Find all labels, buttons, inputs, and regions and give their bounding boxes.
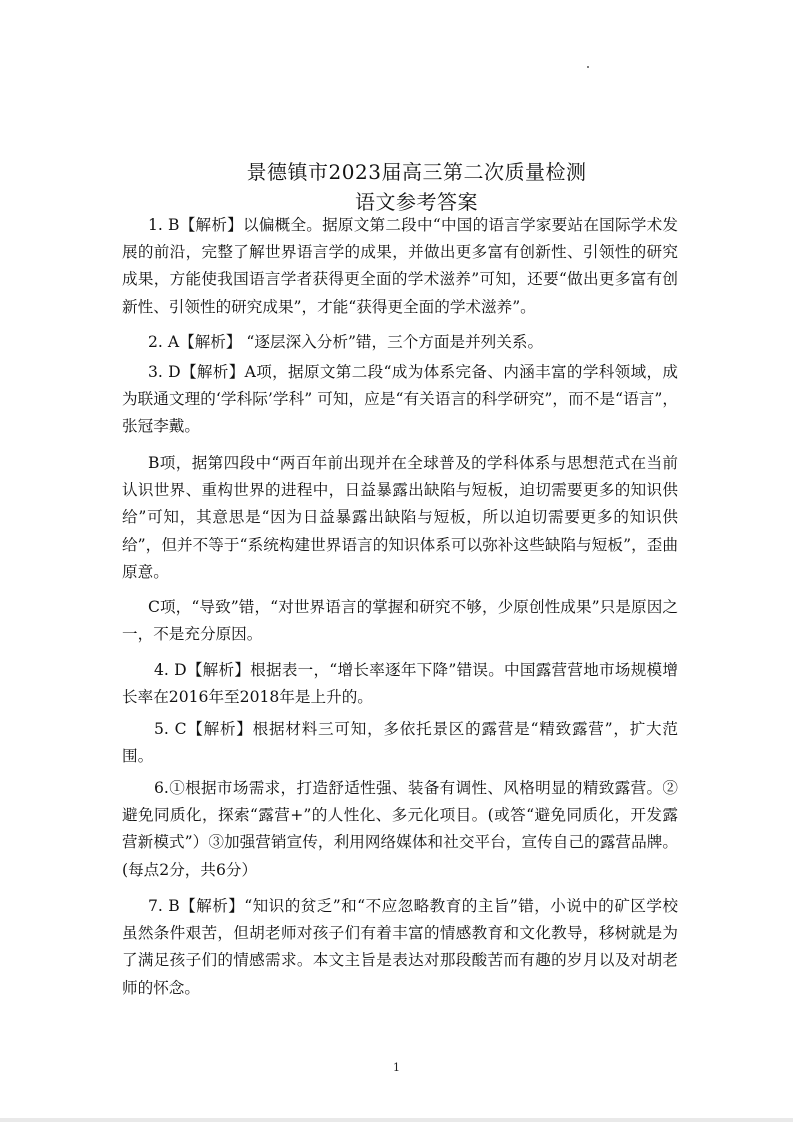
page-subtitle: 语文参考答案: [355, 190, 478, 214]
answer-q3-a: 3. D【解析】A项，据原文第二段“成为体系完备、内涵丰富的学科领域，成为联通文理的‘学科际’学科” 可知，应是“有关语言的科学研究”，而不是“语言”，张冠李戴。: [122, 363, 678, 436]
answer-q6-block: [122, 775, 678, 884]
page-title: 景德镇市2023届高三第二次质量检测: [246, 160, 587, 184]
bottom-edge: [0, 1118, 793, 1122]
answer-q5: 5. C【解析】根据材料三可知，多依托景区的露营是“精致露营”，扩大范围。: [122, 720, 678, 766]
page-number: 1: [393, 1061, 400, 1074]
answer-q3-block: [122, 359, 678, 441]
corner-mark: [587, 66, 589, 68]
answer-q6: 6.①根据市场需求，打造舒适性强、装备有调性、风格明显的精致露营。②避免同质化，探索“露营+”的人性化、多元化项目。(或答“避免同质化，开发露营新模式”）③加强营销宣传，利用网络媒体和社交平台，宣传自己的露营品牌。(每点2分，共6分）: [122, 779, 678, 879]
answer-q7-block: [122, 893, 678, 1002]
answer-q2: 2. A【解析】 “逐层深入分析”错，三个方面是并列关系。: [148, 333, 544, 351]
answer-q1-block: [122, 212, 678, 321]
answer-q2-block: [122, 329, 678, 356]
answer-q1: 1. B【解析】以偏概全。据原文第二段中“中国的语言学家要站在国际学术发展的前沿，完整了解世界语言学的成果，并做出更多富有创新性、引领性的研究成果，方能使我国语言学者获得更全面的学术滋养”可知，还要“做出更多富有创新性、引领性的研究成果”，才能“获得更全面的学术滋养”。: [122, 216, 678, 316]
answer-q4: 4. D【解析】根据表一，“增长率逐年下降”错误。中国露营营地市场规模增长率在2016年至2018年是上升的。: [122, 661, 678, 707]
answer-q3-c: C项，“导致”错，“对世界语言的掌握和研究不够，少原创性成果”只是原因之一，不是充分原因。: [122, 598, 678, 644]
answer-q4-block: [122, 657, 678, 711]
answer-q3-b: B项，据第四段中“两百年前出现并在全球普及的学科体系与思想范式在当前认识世界、重构世界的进程中，日益暴露出缺陷与短板，迫切需要更多的知识供给”可知，其意思是“因为日益暴露出缺陷与短板，所以迫切需要更多的知识供给”，但并不等于“系统构建世界语言的知识体系可以弥补这些缺陷与短板”，歪曲原意。: [122, 454, 678, 581]
answer-q5-block: [122, 716, 678, 770]
answer-q3-b-block: [122, 450, 678, 586]
answer-q7: 7. B【解析】“知识的贫乏”和“不应忽略教育的主旨”错，小说中的矿区学校虽然条件艰苦，但胡老师对孩子们有着丰富的情感教育和文化教导，移树就是为了满足孩子们的情感需求。本文主旨是表达对那段酸苦而有趣的岁月以及对胡老师的怀念。: [122, 897, 678, 997]
answer-q3-c-block: [122, 594, 678, 648]
